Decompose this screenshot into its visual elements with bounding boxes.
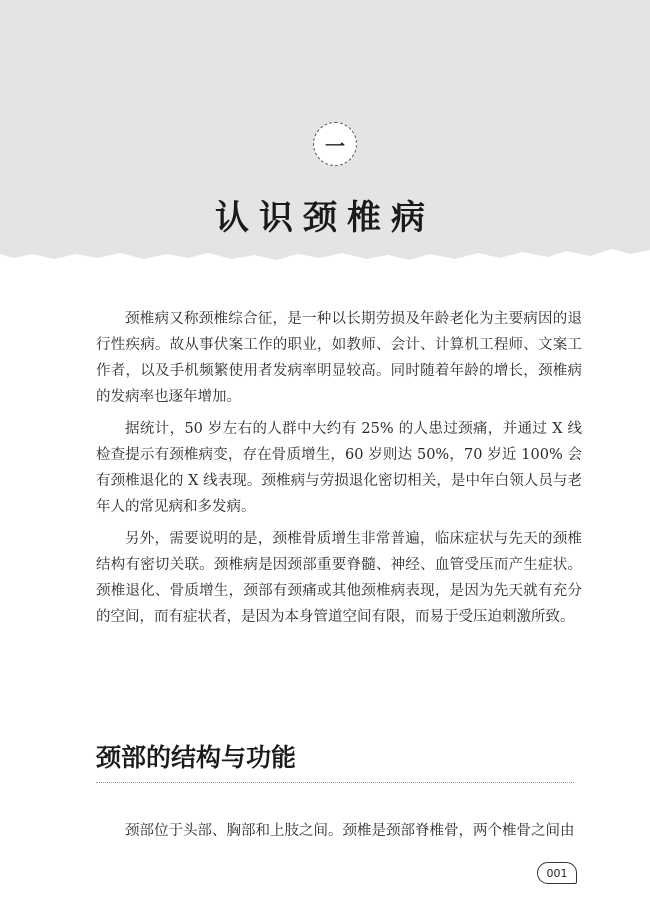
paragraph: 另外，需要说明的是，颈椎骨质增生非常普遍，临床症状与先天的颈椎结构有密切关联。颈椎病是因颈部重要脊髓、神经、血管受压而产生症状。颈椎退化、骨质增生，颈部有颈痛或其他颈椎病表现，是因为先天就有充分的空间，而有症状者，是因为本身管道空间有限，而易于受压迫刺激所致。 bbox=[96, 531, 582, 625]
chapter-number: 一 bbox=[325, 133, 345, 158]
section-divider bbox=[96, 782, 574, 783]
chapter-title: 认识颈椎病 bbox=[215, 198, 435, 238]
chapter-number-badge bbox=[313, 122, 357, 166]
paragraph: 据统计，50 岁左右的人群中大约有 25% 的人患过颈痛，并通过 X 线检查提示有颈椎病变，存在骨质增生，60 岁则达 50%，70 岁近 100% 会有颈椎退化的 X 线表现。颈椎病与劳损退化密切相关，是中年白领人员与老年人的常见病和多发病。 bbox=[96, 421, 582, 515]
section-heading: 颈部的结构与功能 bbox=[96, 743, 297, 772]
page-number-badge bbox=[537, 862, 577, 884]
section-body bbox=[96, 818, 582, 844]
paragraph: 颈部位于头部、胸部和上肢之间。颈椎是颈部脊椎骨，两个椎骨之间由 bbox=[125, 823, 575, 839]
page-number: 001 bbox=[546, 866, 568, 880]
chapter-body bbox=[96, 306, 582, 636]
paragraph: 颈椎病又称颈椎综合征，是一种以长期劳损及年龄老化为主要病因的退行性疾病。故从事伏案工作的职业，如教师、会计、计算机工程师、文案工作者，以及手机频繁使用者发病率明显较高。同时随着年龄的增长，颈椎病的发病率也逐年增加。 bbox=[96, 311, 582, 405]
